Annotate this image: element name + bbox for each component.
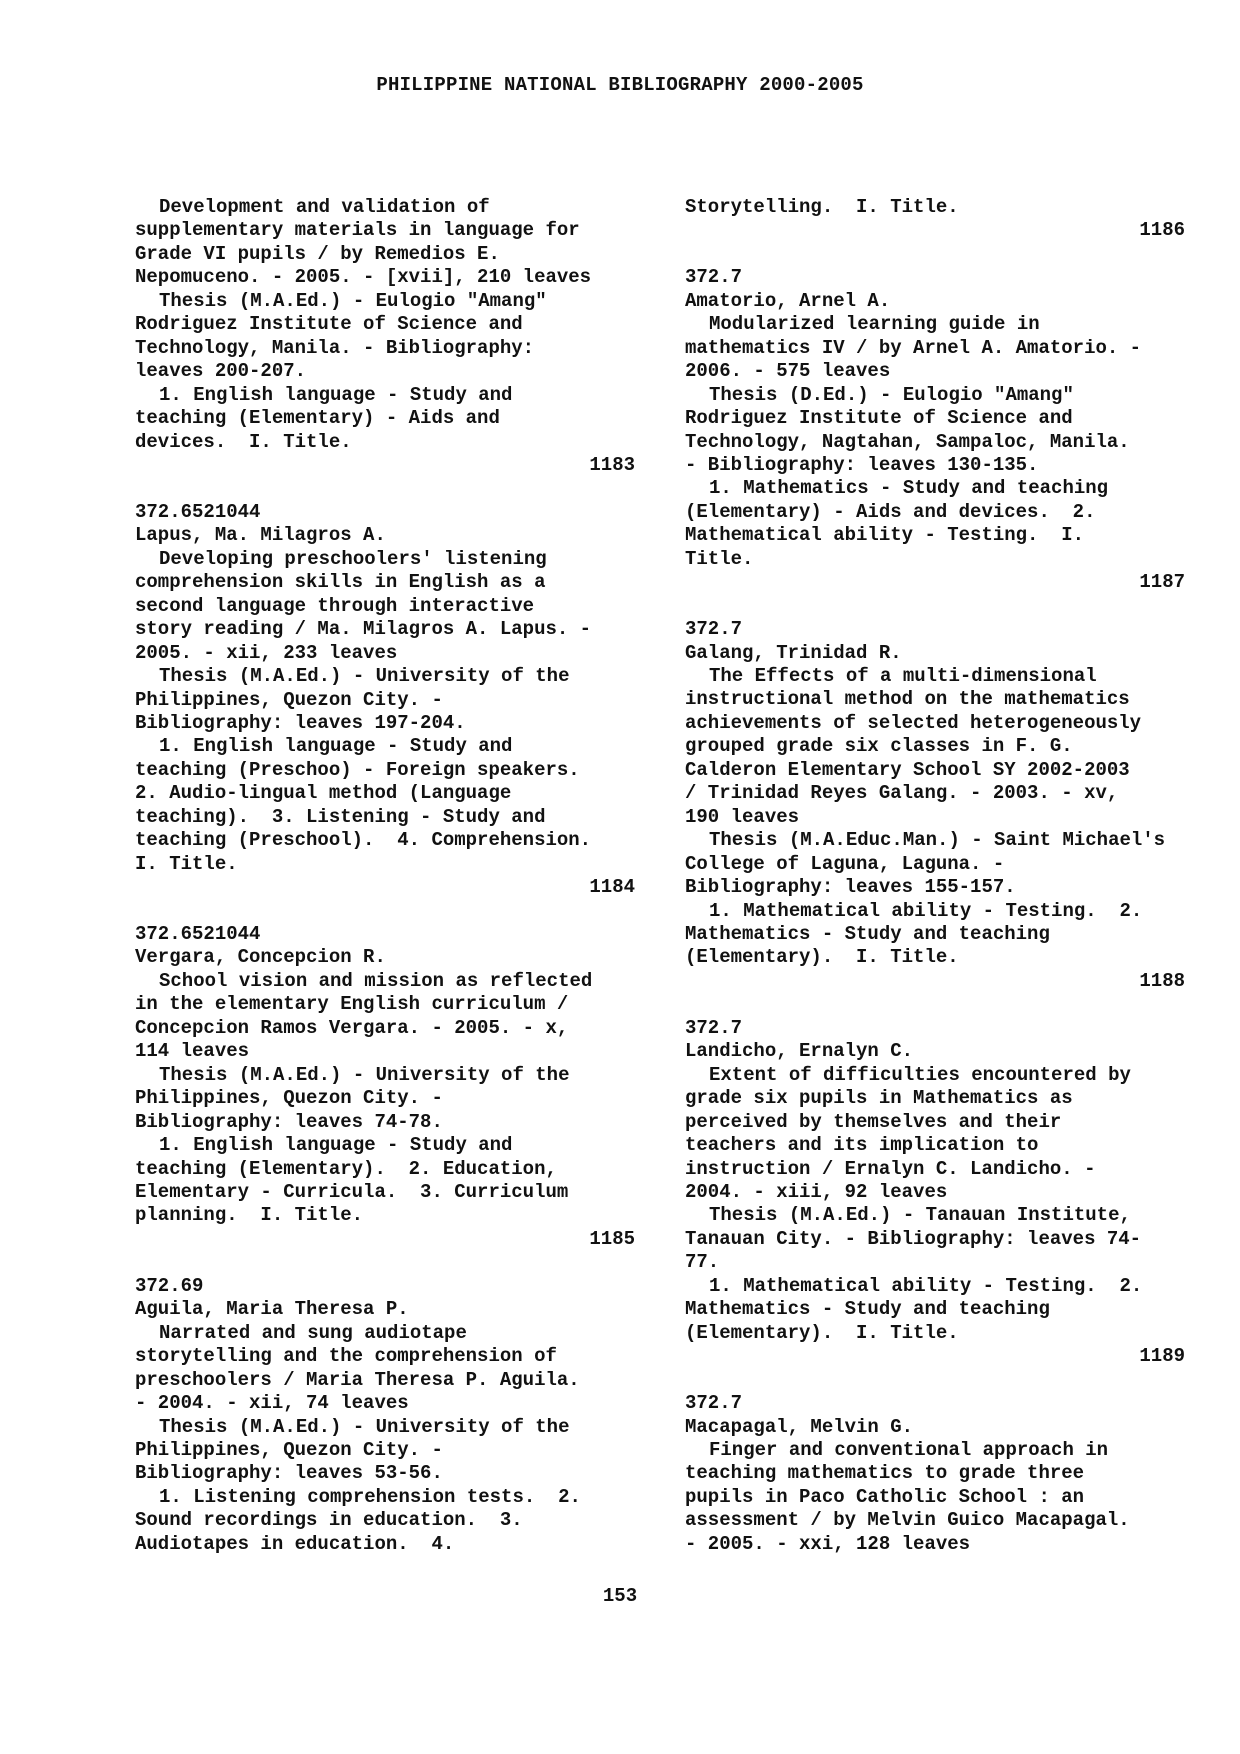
entry-line: Philippines, Quezon City. -	[135, 688, 443, 711]
entry-line: Mathematical ability - Testing. I.	[685, 524, 1085, 547]
entry-line: 2006. - 575 leaves	[685, 360, 891, 383]
entry-line: Bibliography: leaves 74-78.	[135, 1110, 443, 1133]
entry-line: 372.69	[135, 1274, 204, 1297]
entry-line: Vergara, Concepcion R.	[135, 946, 386, 969]
entry-line: I. Title.	[135, 852, 238, 875]
entry-separator	[685, 993, 1185, 1016]
entry-line: Thesis (D.Ed.) - Eulogio "Amang"	[709, 383, 1074, 406]
entry-line: Audiotapes in education. 4.	[135, 1532, 455, 1555]
entry-number: 1186	[1139, 219, 1185, 242]
entry-line: 2. Audio-lingual method (Language	[135, 782, 512, 805]
entry-line: storytelling and the comprehension of	[135, 1345, 557, 1368]
entry-line: perceived by themselves and their	[685, 1110, 1062, 1133]
entry-line: 372.7	[685, 1016, 743, 1039]
entry-line: teaching (Elementary). 2. Education,	[135, 1157, 557, 1180]
entry-line: teaching mathematics to grade three	[685, 1462, 1085, 1485]
entry-line: Technology, Nagtahan, Sampaloc, Manila.	[685, 430, 1130, 453]
entry-line: teaching (Preschoo) - Foreign speakers.	[135, 758, 580, 781]
entry-line: - 2005. - xxi, 128 leaves	[685, 1532, 971, 1555]
entry-line: 1. Listening comprehension tests. 2.	[159, 1485, 581, 1508]
entry-line: teaching (Elementary) - Aids and	[135, 407, 500, 430]
entry-line: 372.7	[685, 1392, 743, 1415]
entry-line: College of Laguna, Laguna. -	[685, 852, 1005, 875]
entry-line: 372.6521044	[135, 923, 261, 946]
entry-line: Narrated and sung audiotape	[159, 1321, 467, 1344]
entry-line: Elementary - Curricula. 3. Curriculum	[135, 1181, 569, 1203]
entry-separator	[135, 1251, 635, 1274]
entry-line: pupils in Paco Catholic School : an	[685, 1485, 1085, 1508]
entry-line: Extent of difficulties encountered by	[709, 1063, 1131, 1086]
entry-line: story reading / Ma. Milagros A. Lapus. -	[135, 618, 592, 641]
entry-line: Mathematics - Study and teaching	[685, 1298, 1050, 1321]
entry-line: Mathematics - Study and teaching	[685, 923, 1050, 946]
entry-line: Thesis (M.A.Educ.Man.) - Saint Michael's	[709, 829, 1166, 852]
entry-line: - Bibliography: leaves 130-135.	[685, 453, 1039, 476]
entry-line: teaching). 3. Listening - Study and	[135, 805, 546, 828]
entry-line: (Elementary) - Aids and devices. 2.	[685, 500, 1096, 523]
page-header: PHILIPPINE NATIONAL BIBLIOGRAPHY 2000-2005	[376, 74, 864, 96]
entry-line: Sound recordings in education. 3.	[135, 1509, 523, 1532]
entry-line: supplementary materials in language for	[135, 219, 580, 242]
entry-line: 1. Mathematics - Study and teaching	[709, 477, 1109, 500]
entry-line: Galang, Trinidad R.	[685, 641, 902, 664]
entry-number: 1184	[589, 876, 635, 899]
entry-line: Developing preschoolers' listening	[159, 547, 547, 570]
entry-separator	[685, 243, 1185, 266]
entry-separator	[135, 900, 635, 923]
entry-line: leaves 200-207.	[135, 360, 307, 383]
entry-line: Lapus, Ma. Milagros A.	[135, 524, 386, 547]
entry-line: Bibliography: leaves 197-204.	[135, 711, 466, 734]
page-number: 153	[602, 1585, 638, 1607]
entry-line: Thesis (M.A.Ed.) - Eulogio "Amang"	[159, 289, 547, 312]
entry-line: 1. English language - Study and	[159, 1134, 513, 1157]
left-column	[135, 196, 635, 1556]
entry-line: 190 leaves	[685, 805, 800, 828]
entry-line: 77.	[685, 1251, 720, 1274]
entry-line: Calderon Elementary School SY 2002-2003	[685, 758, 1130, 781]
entry-line: comprehension skills in English as a	[135, 571, 546, 594]
entry-line: Thesis (M.A.Ed.) - University of the	[159, 1063, 570, 1086]
entry-line: Rodriguez Institute of Science and	[135, 313, 523, 336]
entry-line: Development and validation of	[159, 196, 490, 218]
entry-line: Grade VI pupils / by Remedios E.	[135, 242, 500, 265]
entry-line: Thesis (M.A.Ed.) - University of the	[159, 665, 570, 688]
entry-line: 2005. - xii, 233 leaves	[135, 641, 398, 664]
entry-line: planning. I. Title.	[135, 1204, 364, 1227]
entry-line: instructional method on the mathematics	[685, 688, 1130, 711]
entry-line: Aguila, Maria Theresa P.	[135, 1298, 409, 1321]
entry-line: 1. English language - Study and	[159, 735, 513, 758]
entry-line: 1. Mathematical ability - Testing. 2.	[709, 1274, 1143, 1297]
entry-line: Thesis (M.A.Ed.) - University of the	[159, 1415, 570, 1438]
right-column	[685, 196, 1185, 1556]
entry-line: - 2004. - xii, 74 leaves	[135, 1392, 409, 1415]
entry-line: Title.	[685, 547, 754, 570]
entry-separator	[685, 1369, 1185, 1392]
entry-separator	[685, 595, 1185, 618]
entry-line: Landicho, Ernalyn C.	[685, 1040, 914, 1063]
entry-line: teachers and its implication to	[685, 1134, 1039, 1157]
entry-line: Bibliography: leaves 155-157.	[685, 876, 1016, 899]
entry-line: 114 leaves	[135, 1040, 250, 1063]
entry-line: grouped grade six classes in F. G.	[685, 735, 1073, 758]
entry-line: 372.7	[685, 618, 743, 641]
entry-number: 1188	[1139, 969, 1185, 992]
entry-line: Nepomuceno. - 2005. - [xvii], 210 leaves	[135, 266, 592, 289]
entry-number: 1187	[1139, 571, 1185, 594]
entry-line: Thesis (M.A.Ed.) - Tanauan Institute,	[709, 1204, 1131, 1227]
entry-line: second language through interactive	[135, 594, 535, 617]
entry-line: School vision and mission as reflected	[159, 969, 593, 992]
entry-number: 1185	[589, 1227, 635, 1250]
entry-line: Technology, Manila. - Bibliography:	[135, 336, 535, 359]
entry-line: (Elementary). I. Title.	[685, 946, 959, 969]
entry-line: grade six pupils in Mathematics as	[685, 1087, 1073, 1110]
entry-line: The Effects of a multi-dimensional	[709, 665, 1097, 688]
entry-line: Modularized learning guide in	[709, 313, 1040, 336]
entry-line: achievements of selected heterogeneously	[685, 711, 1142, 734]
entry-line: Philippines, Quezon City. -	[135, 1438, 443, 1461]
entry-line: devices. I. Title.	[135, 430, 352, 453]
entry-number: 1183	[589, 453, 635, 476]
entry-line: in the elementary English curriculum /	[135, 993, 569, 1016]
entry-line: (Elementary). I. Title.	[685, 1321, 959, 1344]
entry-line: 372.6521044	[135, 500, 261, 523]
entry-line: mathematics IV / by Arnel A. Amatorio. -	[685, 336, 1142, 359]
entry-line: Amatorio, Arnel A.	[685, 289, 891, 312]
entry-line: Philippines, Quezon City. -	[135, 1087, 443, 1110]
entry-line: / Trinidad Reyes Galang. - 2003. - xv,	[685, 782, 1119, 805]
entry-line: Bibliography: leaves 53-56.	[135, 1462, 443, 1485]
entry-line: 1. English language - Study and	[159, 383, 513, 406]
entry-line: Concepcion Ramos Vergara. - 2005. - x,	[135, 1016, 569, 1039]
entry-line: Macapagal, Melvin G.	[685, 1415, 914, 1438]
entry-line: 2004. - xiii, 92 leaves	[685, 1180, 948, 1203]
entry-line: teaching (Preschool). 4. Comprehension.	[135, 829, 592, 852]
entry-line: assessment / by Melvin Guico Macapagal.	[685, 1509, 1130, 1532]
entry-number: 1189	[1139, 1345, 1185, 1368]
entry-line: Tanauan City. - Bibliography: leaves 74-	[685, 1227, 1142, 1250]
entry-line: Storytelling. I. Title.	[685, 196, 959, 218]
entry-line: preschoolers / Maria Theresa P. Aguila.	[135, 1368, 580, 1391]
entry-line: Finger and conventional approach in	[709, 1438, 1109, 1461]
entry-line: 372.7	[685, 266, 743, 289]
entry-line: 1. Mathematical ability - Testing. 2.	[709, 899, 1143, 922]
entry-line: instruction / Ernalyn C. Landicho. -	[685, 1157, 1096, 1180]
entry-separator	[135, 477, 635, 500]
entry-line: Rodriguez Institute of Science and	[685, 407, 1073, 430]
